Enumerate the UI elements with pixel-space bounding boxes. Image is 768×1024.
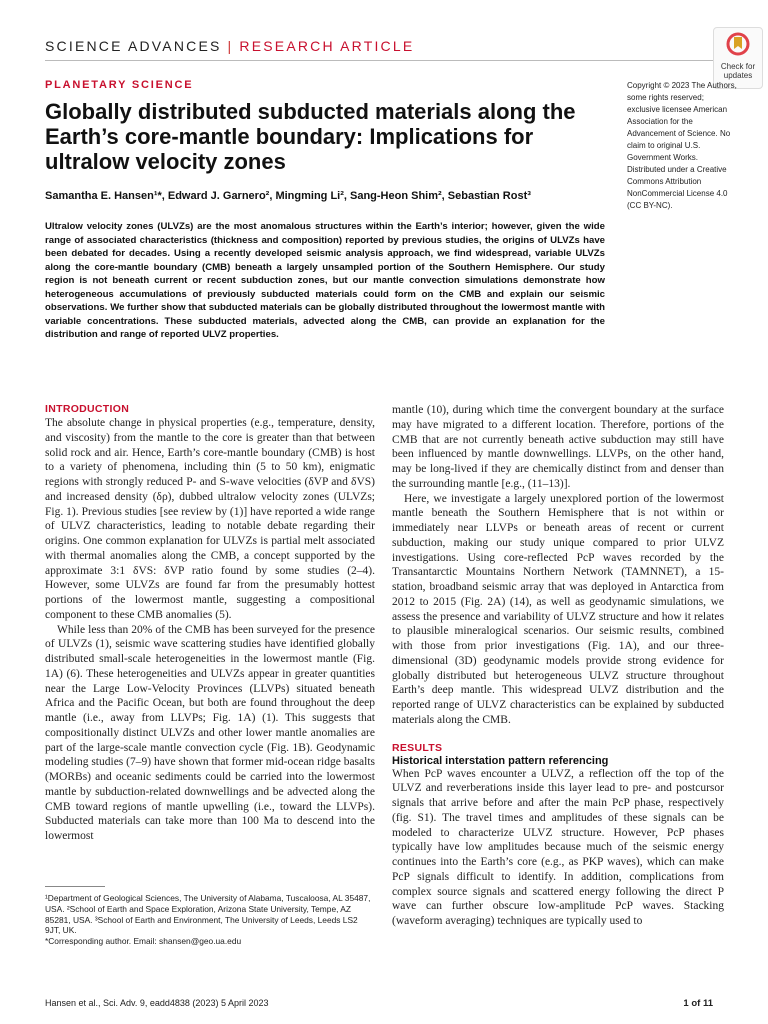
- page-number: 1 of 11: [683, 998, 713, 1009]
- running-head: [45, 38, 414, 54]
- intro-paragraph-4: Here, we investigate a largely unexplored portion of the lowermost mantle beneath the Southern Hemisphere that is not within or immediately near LLVPs or beneath areas of recent or current subduction, making our study unique compared to prior ULVZ investigations. Using core-reflected PcP waves recorded by the Transantarctic Mountains Northern Network (TAMNNET), a 15-station, broadband seismic array that was deployed in Antarctica from 2012 to 2015 (Fig. 2A) (14), as well as geodynamic simulations, we assess the presence and variability of ULVZ structure and how it relates to plausible mineralogical scenarios. Our seismic results, combined with those from prior investigations (Fig. 1A), and our three-dimensional (3D) geodynamic models provide strong evidence for globally distributed but heterogeneous ULVZ structure throughout Earth’s deep mantle. This widespread ULVZ distribution and the reported range of ULVZ characteristics can be explained by subducted materials along the CMB.: [392, 492, 724, 726]
- introduction-heading: INTRODUCTION: [45, 403, 130, 415]
- results-paragraph-1: When PcP waves encounter a ULVZ, a reflection off the top of the ULVZ and reverberations inside this layer lead to pre- and postcursor signals that arrive before and after the main PcP phase, respectively (fig. S1). The travel times and amplitudes of these signals can be modeled to characterize ULVZ structure. However, PcP phases typically have low amplitudes because much of the seismic energy continues into the Earth’s core (e.g., as PKP waves), which can make PcP signals difficult to identify. In addition, complications from complex source signals and scattered energy following the direct P wave can further obscure low-amplitude PcP waves. Stacking (waveform averaging) techniques are typically used to: [392, 767, 724, 927]
- footnotes: [45, 893, 375, 947]
- citation-line: Hansen et al., Sci. Adv. 9, eadd4838 (2023) 5 April 2023: [45, 998, 269, 1008]
- left-column: [45, 403, 375, 844]
- corresponding-author: *Corresponding author. Email: shansen@geo.ua.edu: [45, 936, 242, 947]
- header-separator: |: [227, 38, 234, 54]
- author-list: Samantha E. Hansen¹*, Edward J. Garnero², Mingming Li², Sang-Heon Shim², Sebastian Rost³: [45, 190, 531, 202]
- intro-paragraph-3: mantle (10), during which time the convergent boundary at the surface may have migrated to a different location. Therefore, portions of the CMB that are not currently beneath active subduction may still have been influenced by mantle downwellings. LLVPs, on the other hand, may be long-lived if they are chemically distinct from and denser than the surrounding mantle [e.g., (11–13)].: [392, 404, 724, 490]
- copyright-notice: Copyright © 2023 The Authors, some rights reserved; exclusive licensee American Association for the Advancement of Science. No claim to original U.S. Government Works. Distributed under a Creative Commons Attribution NonCommercial License 4.0 (CC BY-NC).: [627, 81, 737, 210]
- section-label: PLANETARY SCIENCE: [45, 79, 194, 91]
- results-heading: RESULTS: [392, 741, 443, 754]
- section-spacer: [392, 728, 724, 742]
- article-type: RESEARCH ARTICLE: [239, 38, 415, 54]
- header-rule: [45, 60, 713, 61]
- abstract: Ultralow velocity zones (ULVZs) are the most anomalous structures within the Earth’s interior; however, given the wide range of associated characteristics (thickness and composition) reported by previous studies, the origins of ULVZs have been debated for decades. Using a recently developed seismic analysis approach, we find widespread, variable ULVZs along the core-mantle boundary (CMB) beneath a largely unsampled portion of the Southern Hemisphere. Our study region is not beneath current or recent subduction zones, but our mantle convection simulations demonstrate how heterogeneous accumulations of previously subducted materials could form on the CMB and explain our seismic observations. We further show that subducted materials can be globally distributed throughout the lowermost mantle with variable concentrations. These subducted materials, advected along the CMB, can provide an explanation for the distribution and range of reported ULVZ properties.: [45, 221, 605, 340]
- subsection-heading: Historical interstation pattern referencing: [392, 754, 609, 767]
- right-column: [392, 403, 724, 929]
- check-for-updates-icon: [726, 32, 750, 56]
- article-title: Globally distributed subducted materials along the Earth’s core-mantle boundary: Implications for ultralow velocity zones: [45, 99, 576, 174]
- badge-line-1: Check for: [720, 62, 756, 71]
- affiliations: ¹Department of Geological Sciences, The University of Alabama, Tuscaloosa, AL 35487, USA. ²School of Earth and Space Exploration, Arizona State University, Tempe, AZ 85281, USA. ³School of Earth and Environment, The University of Leeds, Leeds LS2 9JT, UK.: [45, 893, 371, 936]
- intro-paragraph-2: While less than 20% of the CMB has been surveyed for the presence of ULVZs (1), seismic wave scattering studies have identified globally distributed small-scale heterogeneities in the lowermost mantle (Fig. 1A) (6). These heterogeneities and ULVZs appear in greater quantities near the Large Low-Velocity Provinces (LLVPs) situated beneath Africa and the Pacific Ocean, but both are found throughout the deep mantle (i.e., away from LLVPs; Fig. 1A) (1). This suggests that compositionally distinct ULVZs and other lower mantle anomalies are part of the large-scale mantle convection cycle (Fig. 1B). Geodynamic modeling studies (7–9) have shown that former mid-ocean ridge basalts (MORBs) and oceanic sediments could be carried into the lowermost mantle by subduction-related downwellings and be advected along the CMB toward regions of mantle upwelling (i.e., toward the LLVPs). Subducted materials can take more than 100 Ma to descend into the lowermost: [45, 623, 375, 842]
- page-footer: [45, 998, 713, 1008]
- footnote-rule: [45, 886, 105, 887]
- journal-name: SCIENCE ADVANCES: [45, 38, 222, 54]
- badge-line-2: updates: [723, 71, 753, 80]
- intro-paragraph-1: The absolute change in physical properties (e.g., temperature, density, and viscosity) from the mantle to the core is greater than that between solid rock and air. Hence, Earth’s core-mantle boundary (CMB) is host to a variety of phenomena, including thin (5 to 50 km), enigmatic regions with strongly reduced P- and S-wave velocities (δVP and δVS) and increased density (δρ), dubbed ultralow velocity zones (ULVZs; Fig. 1). Previous studies [see review by (1)] have reported a wide range of ULVZ characteristics, leading to notable debate regarding their origins. One common explanation for ULVZs is partial melt associated with thermal anomalies along the CMB, a concept supported by the approximate 3:1 δVS: δVP ratio found by some studies (2–4). However, some ULVZs are found far from the presumably hottest portions of the lowermost mantle, suggesting a compositional component to these CMB anomalies (5).: [45, 417, 375, 621]
